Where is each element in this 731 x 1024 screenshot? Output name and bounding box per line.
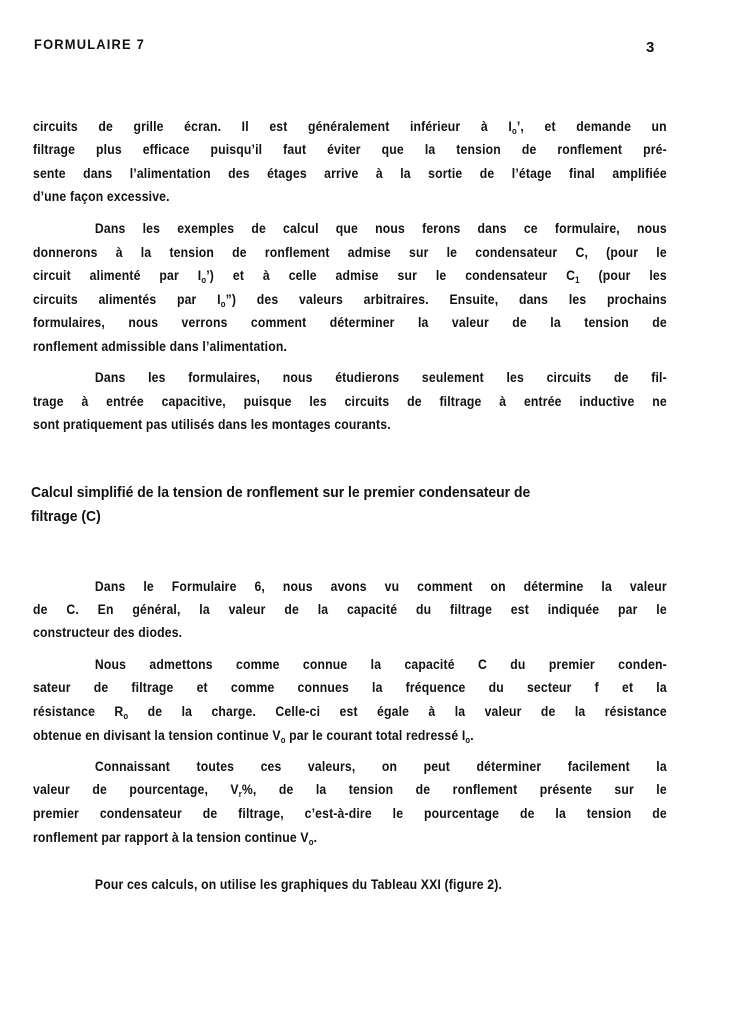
paragraph-line: sente dans l’alimentation des étages arrive à la sortie de l’étage final amplifiée: [33, 166, 667, 182]
paragraph-line: Dans les exemples de calcul que nous ferons dans ce formulaire, nous: [94, 221, 667, 237]
subscript: o: [465, 735, 471, 745]
section-paragraph-line: premier condensateur de filtrage, c’est-à-dire le pourcentage de la tension de: [33, 806, 667, 822]
subscript: o: [511, 126, 517, 136]
paragraph-line: donnerons à la tension de ronflement admise sur le condensateur C, (pour le: [33, 245, 667, 261]
section-paragraph-line: ronflement par rapport à la tension continue $V_o$.: [33, 830, 318, 847]
page-number: 3: [646, 39, 655, 56]
subscript: o: [220, 299, 226, 309]
paragraph-line: circuits alimentés par $I_o$”) des valeurs arbitraires. Ensuite, dans les prochains: [33, 292, 667, 309]
subscript: 1: [575, 275, 580, 285]
section-paragraph-line: sateur de filtrage et comme connues la fréquence du secteur f et la: [33, 680, 667, 696]
section-paragraph-line: de C. En général, la valeur de la capacité du filtrage est indiquée par le: [33, 602, 667, 618]
subscript: r: [238, 789, 242, 799]
paragraph-line: d’une façon excessive.: [33, 189, 170, 205]
section-heading-line: filtrage (C): [31, 508, 101, 525]
subscript: o: [123, 711, 129, 721]
paragraph-line: circuits de grille écran. Il est généralement inférieur à $I_o$’, et demande un: [33, 119, 667, 136]
paragraph-line: Dans les formulaires, nous étudierons seulement les circuits de fil-: [94, 370, 667, 386]
section-paragraph-line: Dans le Formulaire 6, nous avons vu comment on détermine la valeur: [94, 579, 667, 595]
paragraph-line: filtrage plus efficace puisqu’il faut éviter que la tension de ronflement pré-: [33, 142, 667, 158]
section-paragraph-line: Connaissant toutes ces valeurs, on peut déterminer facilement la: [94, 759, 667, 775]
running-header-title: FORMULAIRE 7: [34, 36, 145, 52]
paragraph-line: formulaires, nous verrons comment déterminer la valeur de la tension de: [33, 315, 667, 331]
section-paragraph-line: résistance $R_o$ de la charge. Celle-ci est égale à la valeur de la résistance: [33, 704, 667, 721]
paragraph-line: sont pratiquement pas utilisés dans les montages courants.: [33, 417, 391, 433]
section-paragraph-line: valeur de pourcentage, $V_r\%$, de la tension de ronflement présente sur le: [33, 782, 667, 799]
subscript: o: [308, 837, 314, 847]
subscript: o: [280, 735, 286, 745]
section-heading-line: Calcul simplifié de la tension de ronflement sur le premier condensateur de: [31, 484, 531, 501]
paragraph-line: ronflement admissible dans l’alimentation.: [33, 339, 288, 355]
section-paragraph-line: Pour ces calculs, on utilise les graphiques du Tableau XXI (figure 2).: [94, 877, 503, 893]
paragraph-line: trage à entrée capacitive, puisque les circuits de filtrage à entrée inductive ne: [33, 394, 667, 410]
paragraph-line: circuit alimenté par $I_o$’) et à celle admise sur le condensateur $C_1$ (pour les: [33, 268, 667, 285]
section-paragraph-line: Nous admettons comme connue la capacité C du premier conden-: [94, 657, 667, 673]
section-paragraph-line: obtenue en divisant la tension continue $V_o$ par le courant total redressé $I_o$.: [33, 728, 474, 745]
subscript: o: [201, 275, 207, 285]
section-paragraph-line: constructeur des diodes.: [33, 625, 183, 641]
